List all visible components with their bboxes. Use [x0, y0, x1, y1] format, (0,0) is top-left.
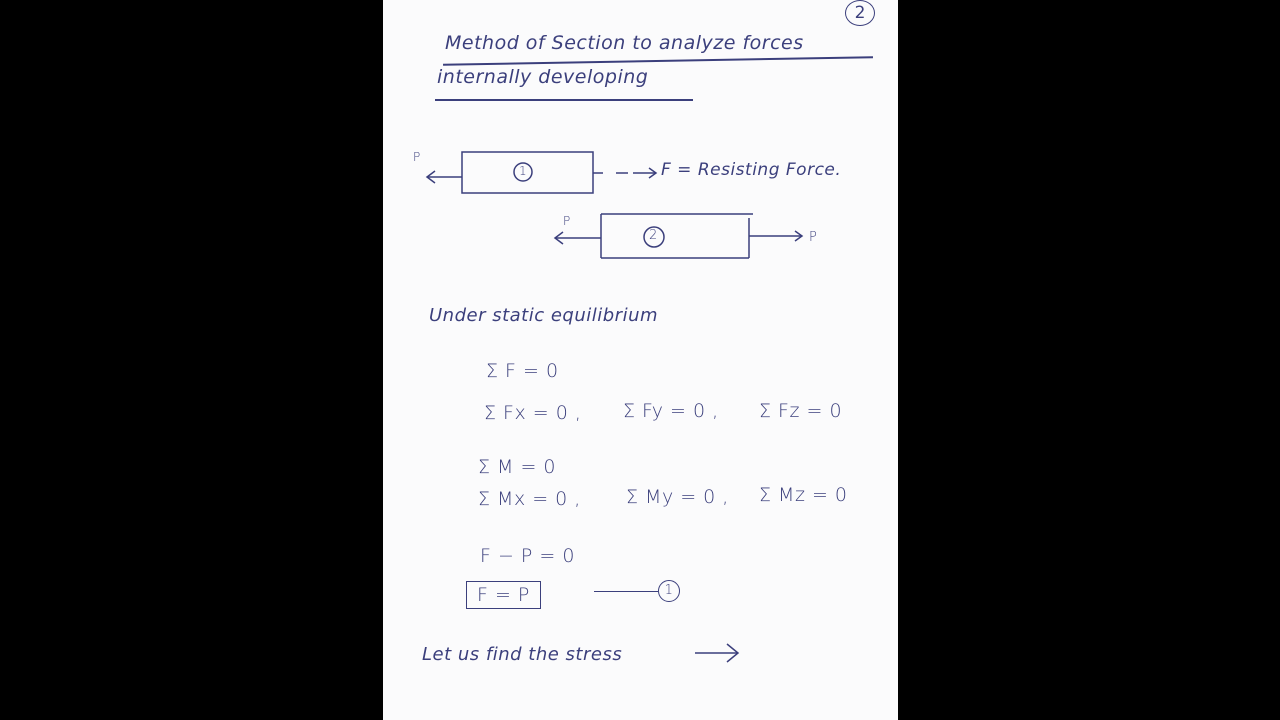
equation-sum-moment-z: Σ Mz = 0	[759, 484, 848, 506]
resisting-force-label: F = Resisting Force.	[661, 160, 842, 180]
result-reference-line	[594, 591, 658, 592]
page-number-badge: 2	[845, 0, 875, 26]
free-body-diagram	[383, 0, 898, 290]
notebook-page	[383, 0, 898, 720]
equation-sum-moment-y: Σ My = 0 ,	[626, 486, 729, 508]
title-line-2: internally developing	[437, 66, 649, 88]
force-label-p-right-2: P	[809, 230, 818, 245]
result-reference-number	[658, 579, 680, 602]
equation-sum-force-z: Σ Fz = 0	[759, 400, 843, 422]
equation-sum-moment: Σ M = 0	[478, 456, 557, 478]
closing-line: Let us find the stress	[422, 644, 623, 665]
force-label-p-left-1: P	[413, 150, 421, 164]
equation-sum-force-y: Σ Fy = 0 ,	[623, 400, 719, 422]
segment-1-label: 1	[519, 164, 528, 178]
equation-force-balance: F − P = 0	[480, 545, 575, 567]
equation-sum-force-x: Σ Fx = 0 ,	[484, 402, 582, 424]
force-label-p-left-2: P	[563, 214, 571, 228]
result-box	[466, 581, 541, 609]
equilibrium-heading: Under static equilibrium	[429, 305, 659, 326]
result-equation: F = P	[477, 584, 530, 606]
equation-number-circle: 1	[658, 580, 680, 602]
equation-sum-moment-x: Σ Mx = 0 ,	[478, 488, 581, 510]
equation-sum-force: Σ F = 0	[486, 360, 559, 382]
title-line-1: Method of Section to analyze forces	[445, 32, 804, 54]
segment-2-label: 2	[649, 228, 658, 243]
